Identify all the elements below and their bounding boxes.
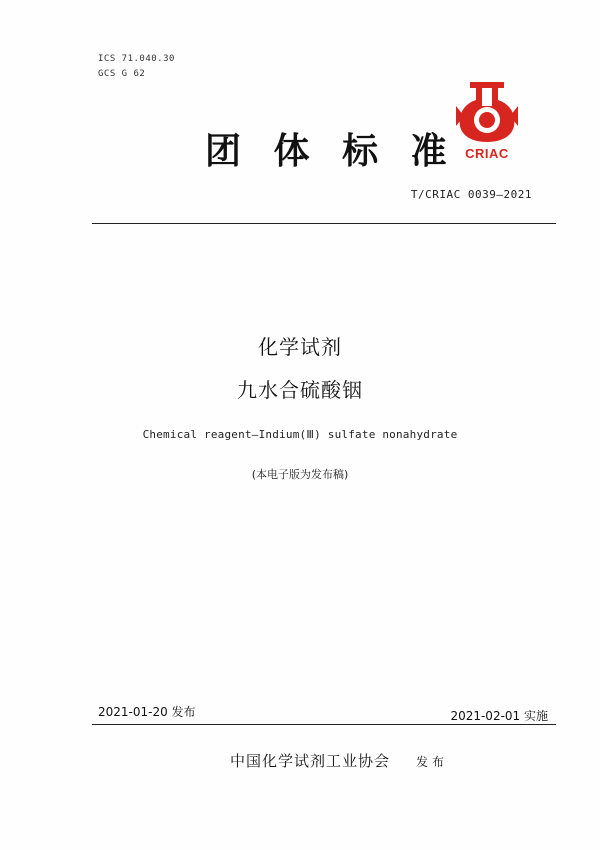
- publisher-name: 中国化学试剂工业协会: [230, 752, 391, 770]
- implementation-date: 2021-02-01 实施: [450, 709, 548, 723]
- logo-text: CRIAC: [465, 146, 509, 161]
- criac-logo: [452, 76, 522, 162]
- issue-date: 2021-01-20 发布: [98, 705, 196, 719]
- standard-type-heading: 团 体 标 准: [205, 130, 457, 172]
- criac-flask-logo-icon: [452, 76, 522, 146]
- ccs-code: GCS G 62: [98, 69, 146, 79]
- publish-label: 发布: [416, 755, 449, 769]
- title-cn-line2: 九水合硫酸铟: [237, 378, 363, 402]
- edition-note: (本电子版为发布稿): [251, 468, 349, 481]
- bottom-divider: [92, 724, 556, 725]
- ics-code: ICS 71.040.30: [98, 54, 175, 64]
- title-cn-line1: 化学试剂: [258, 335, 342, 359]
- top-divider: [92, 223, 556, 224]
- standard-number: T/CRIAC 0039—2021: [410, 188, 532, 201]
- title-english: Chemical reagent—Indium(Ⅲ) sulfate nonahydrate: [142, 428, 458, 441]
